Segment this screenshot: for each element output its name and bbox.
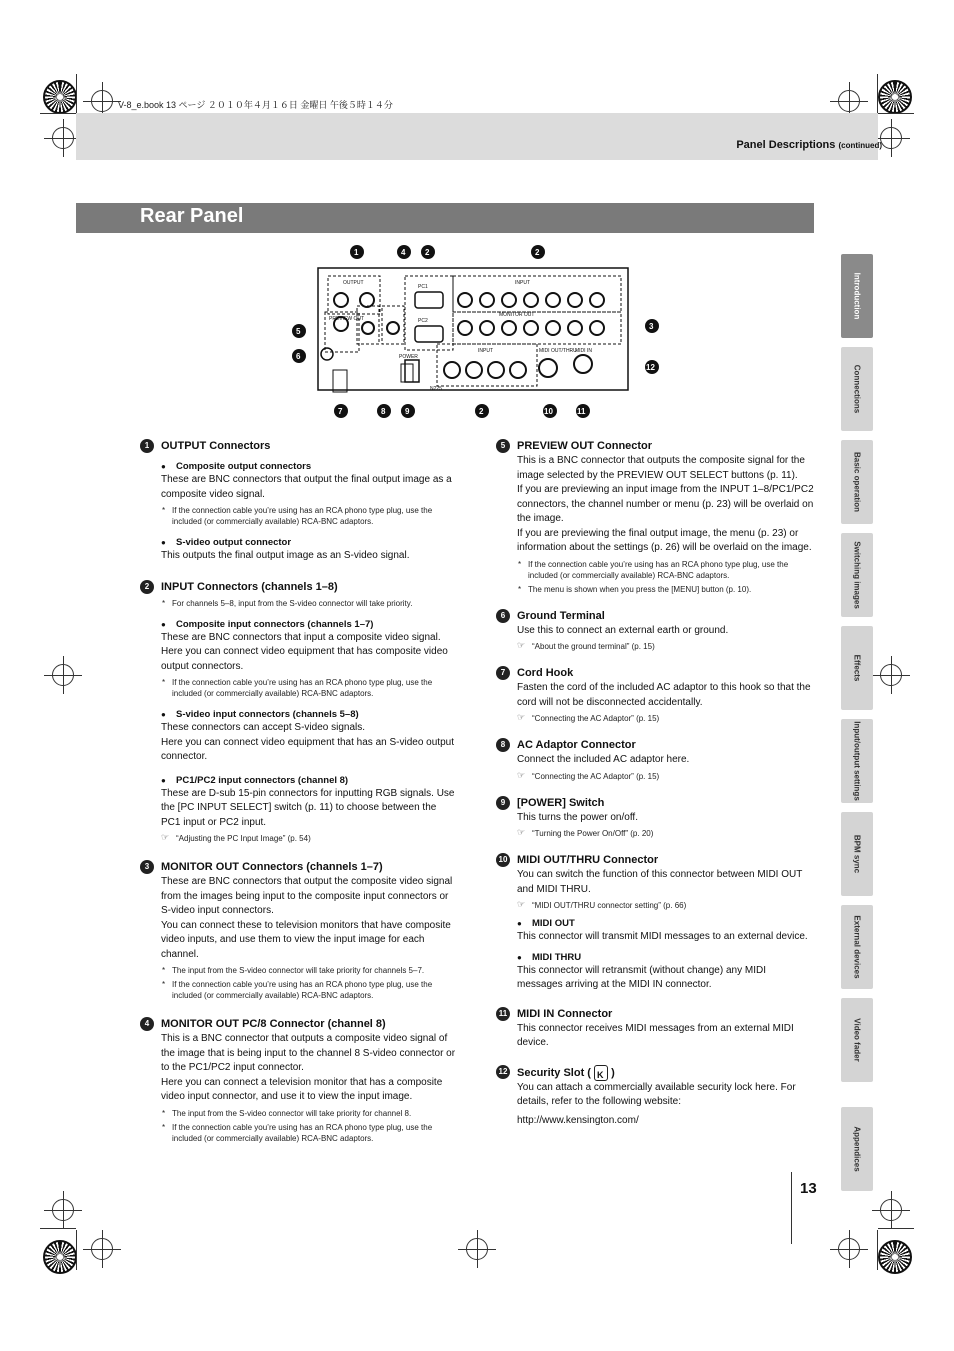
body-text: Connect the included AC adaptor here.	[517, 754, 690, 765]
item-title: MONITOR OUT PC/8 Connector (channel 8)	[161, 1018, 386, 1030]
body-text: This connector will retransmit (without change) any MIDI messages arriving at the MIDI IN connector.	[517, 964, 766, 990]
header-band	[76, 113, 878, 160]
body-text: If you are previewing an input image from the INPUT 1–8/PC1/PC2 connectors, the channel number or menu (p. 23) will be overlaid on the image.	[517, 484, 814, 524]
svg-text:5: 5	[296, 327, 301, 336]
crop-line	[40, 113, 76, 114]
svg-text:7: 7	[338, 407, 343, 416]
svg-text:12: 12	[646, 363, 655, 372]
item-title: Ground Terminal	[517, 609, 605, 622]
svg-text:N225: N225	[430, 386, 442, 392]
body-text: Fasten the cord of the included AC adaptor to this hook so that the cord will not be disconnected accidentally.	[517, 682, 811, 708]
item-security-slot	[496, 1065, 814, 1129]
tab-connections[interactable]: Connections	[841, 347, 873, 431]
svg-text:INPUT: INPUT	[478, 348, 493, 354]
item-monitor-out-connectors	[140, 860, 458, 1001]
sub-heading: ● S-video input connectors (channels 5–8)	[161, 708, 458, 721]
note: * If the connection cable you’re using has an RCA phono type plug, use the included (or commercially available) RCA-BNC adaptors.	[161, 505, 458, 527]
item-title: MIDI OUT/THRU Connector	[517, 854, 659, 866]
callout-number: 9	[496, 796, 510, 810]
registration-target	[52, 1199, 74, 1221]
item-midi-in	[496, 1007, 814, 1051]
registration-target	[91, 90, 113, 112]
tab-bpm-sync[interactable]: BPM sync	[841, 812, 873, 896]
note: * If the connection cable you’re using has an RCA phono type plug, use the included (or commercially available) RCA-BNC adaptors.	[161, 979, 458, 1001]
item-title: AC Adaptor Connector	[517, 739, 636, 751]
tab-introduction[interactable]: Introduction	[841, 254, 873, 338]
callout-number: 3	[140, 860, 154, 874]
crop-line	[878, 113, 914, 114]
body-text: This connector receives MIDI messages from an external MIDI device.	[517, 1022, 794, 1048]
svg-text:2: 2	[479, 407, 484, 416]
item-ground-terminal	[496, 609, 814, 653]
item-title: Security Slot ( K )	[517, 1065, 814, 1081]
tab-basic-operation[interactable]: Basic operation	[841, 440, 873, 524]
page-reference[interactable]: ☞ “Connecting the AC Adaptor” (p. 15)	[517, 771, 814, 782]
page-reference[interactable]: ☞ “Connecting the AC Adaptor” (p. 15)	[517, 713, 814, 724]
registration-target	[52, 664, 74, 686]
page-reference[interactable]: ☞ “MIDI OUT/THRU connector setting” (p. 66)	[517, 900, 814, 911]
tab-external-devices[interactable]: External devices	[841, 905, 873, 989]
page-number: 13	[800, 1180, 817, 1197]
svg-text:2: 2	[425, 248, 430, 257]
item-title: MONITOR OUT Connectors (channels 1–7)	[161, 861, 383, 873]
note: * If the connection cable you’re using has an RCA phono type plug, use the included (or commercially available) RCA-BNC adaptors.	[517, 559, 814, 581]
sub-heading: ● MIDI OUT	[517, 917, 814, 930]
sub-heading: ● S-video output connector	[161, 536, 458, 549]
svg-text:4: 4	[401, 248, 406, 257]
kensington-lock-icon	[594, 1065, 608, 1081]
item-midi-out-thru	[496, 853, 814, 993]
item-monitor-out-pc8	[140, 1017, 458, 1144]
svg-text:MIDI OUT/THRU: MIDI OUT/THRU	[539, 348, 577, 354]
note: * The menu is shown when you press the [MENU] button (p. 10).	[517, 584, 814, 595]
website-link[interactable]: http://www.kensington.com/	[517, 1114, 639, 1126]
note: * For channels 5–8, input from the S-video connector will take priority.	[161, 598, 458, 609]
body-text: If you are previewing the final output image, the menu (p. 23) or information about the settings (p. 26) will be overlaid on the image.	[517, 527, 812, 553]
note: * The input from the S-video connector will take priority for channels 5–7.	[161, 965, 458, 976]
registration-target	[91, 1238, 113, 1260]
crop-line	[40, 1228, 76, 1229]
page-header-title: Panel Descriptions (continued)	[736, 139, 882, 151]
registration-target	[880, 1199, 902, 1221]
registration-burst-top-right	[878, 80, 912, 114]
callout-number: 7	[496, 666, 510, 680]
callout-number: 8	[496, 738, 510, 752]
item-cord-hook	[496, 666, 814, 724]
body-text: This outputs the final output image as an S-video signal.	[161, 550, 410, 561]
item-title: OUTPUT Connectors	[161, 440, 271, 452]
item-title: [POWER] Switch	[517, 796, 605, 809]
item-input-connectors	[140, 580, 458, 845]
note: * If the connection cable you’re using has an RCA phono type plug, use the included (or commercially available) RCA-BNC adaptors.	[161, 1122, 458, 1144]
sub-heading: ● PC1/PC2 input connectors (channel 8)	[161, 774, 458, 787]
crop-line	[877, 74, 878, 114]
crop-line	[878, 1228, 914, 1229]
svg-text:PC1: PC1	[418, 284, 428, 290]
page-number-rule	[791, 1172, 792, 1244]
callout-number: 11	[496, 1007, 510, 1021]
svg-text:POWER: POWER	[399, 354, 418, 360]
body-text: These connectors can accept S-video signals.	[161, 722, 365, 733]
item-output-connectors	[140, 439, 458, 564]
item-title: PREVIEW OUT Connector	[517, 440, 653, 452]
registration-target	[880, 664, 902, 686]
item-preview-out	[496, 439, 814, 595]
section-title: Rear Panel	[140, 205, 244, 227]
registration-burst-bottom-left	[43, 1240, 77, 1274]
svg-text:8: 8	[381, 407, 386, 416]
body-text: You can switch the function of this connector between MIDI OUT and MIDI THRU.	[517, 869, 803, 895]
svg-text:MONITOR OUT: MONITOR OUT	[499, 312, 535, 318]
body-text: Here you can connect a television monitor that has a composite video input connector, and use it to view the input image.	[161, 1076, 443, 1102]
body-text: This turns the power on/off.	[517, 811, 638, 823]
tab-video-fader[interactable]: Video fader	[841, 998, 873, 1082]
body-text: Use this to connect an external earth or ground.	[517, 624, 729, 636]
left-column	[140, 439, 458, 1154]
callout-number: 6	[496, 609, 510, 623]
svg-text:11: 11	[577, 407, 586, 416]
body-text: This is a BNC connector that outputs a composite video signal of the image that is being input to the channel 8 S-video connector or to the PC1/PC2 input connector.	[161, 1033, 456, 1073]
tab-appendices[interactable]: Appendices	[841, 1107, 873, 1191]
svg-text:PREVIEW OUT: PREVIEW OUT	[329, 316, 365, 322]
body-text: These are D-sub 15-pin connectors for inputting RGB signals. Use the [PC INPUT SELECT] switch (p. 11) to choose between the PC1 input or PC2 input.	[161, 787, 455, 828]
item-title: Cord Hook	[517, 667, 574, 679]
svg-text:9: 9	[405, 407, 410, 416]
item-title: MIDI IN Connector	[517, 1007, 613, 1020]
body-text: This connector will transmit MIDI messages to an external device.	[517, 931, 808, 942]
body-text: You can connect these to television monitors that have composite video inputs, and use them to view the input image for each channel.	[161, 919, 451, 960]
item-ac-adaptor	[496, 738, 814, 782]
item-title: INPUT Connectors (channels 1–8)	[161, 580, 338, 593]
page-reference[interactable]: ☞ “About the ground terminal” (p. 15)	[517, 641, 814, 652]
registration-target	[52, 127, 74, 149]
registration-target	[466, 1238, 488, 1260]
rear-panel-diagram	[285, 240, 670, 425]
file-meta: V-8_e.book 13 ページ ２０１０年４月１６日 金曜日 午後５時１４分	[118, 100, 393, 110]
body-text: Here you can connect video equipment that has an S-video output connector.	[161, 736, 454, 762]
page-reference[interactable]: ☞ “Turning the Power On/Off” (p. 20)	[517, 828, 814, 839]
body-text: These are BNC connectors that output the final output image as a composite video signal.	[161, 474, 452, 500]
crop-line	[877, 1230, 878, 1270]
svg-text:MIDI IN: MIDI IN	[575, 348, 592, 354]
tab-effects[interactable]: Effects	[841, 626, 873, 710]
note: * If the connection cable you’re using has an RCA phono type plug, use the included (or commercially available) RCA-BNC adaptors.	[161, 677, 458, 699]
callout-number: 2	[140, 580, 154, 594]
svg-text:3: 3	[649, 322, 654, 331]
crop-line	[76, 1230, 77, 1270]
right-column	[496, 439, 814, 1138]
sub-heading: ● Composite output connectors	[161, 460, 458, 473]
svg-text:6: 6	[296, 352, 301, 361]
tab-switching-images[interactable]: Switching images	[841, 533, 873, 617]
callout-number: 10	[496, 853, 510, 867]
body-text: This is a BNC connector that outputs the composite signal for the image selected by the PREVIEW OUT SELECT buttons (p. 11).	[517, 455, 805, 481]
body-text: You can attach a commercially available security lock here. For details, refer to the following website:	[517, 1081, 796, 1107]
sub-heading: ● Composite input connectors (channels 1–7)	[161, 618, 458, 631]
sub-heading: ● MIDI THRU	[517, 951, 814, 964]
callout-number: 1	[140, 439, 154, 453]
svg-text:INPUT: INPUT	[515, 280, 530, 286]
svg-text:PC2: PC2	[418, 318, 428, 324]
svg-text:2: 2	[535, 248, 540, 257]
callout-number: 5	[496, 439, 510, 453]
tab-input-output-settings[interactable]: Input/output settings	[841, 719, 873, 803]
svg-text:10: 10	[544, 407, 553, 416]
body-text: These are BNC connectors that output the composite video signal from the images being input to the composite input connectors or S-video input connectors.	[161, 876, 453, 916]
note: * The input from the S-video connector will take priority for channel 8.	[161, 1108, 458, 1119]
registration-burst-top-left	[43, 80, 77, 114]
callout-number: 4	[140, 1017, 154, 1031]
registration-burst-bottom-right	[878, 1240, 912, 1274]
registration-target	[838, 90, 860, 112]
page-reference[interactable]: ☞ “Adjusting the PC Input Image” (p. 54)	[161, 833, 458, 844]
svg-text:OUTPUT: OUTPUT	[343, 280, 364, 286]
callout-number: 12	[496, 1065, 510, 1079]
registration-target	[838, 1238, 860, 1260]
body-text: These are BNC connectors that input a composite video signal. Here you can connect video equipment that has composite video output connectors.	[161, 631, 448, 672]
item-power-switch	[496, 796, 814, 840]
registration-target	[880, 127, 902, 149]
svg-text:1: 1	[354, 248, 359, 257]
crop-line	[76, 74, 77, 114]
